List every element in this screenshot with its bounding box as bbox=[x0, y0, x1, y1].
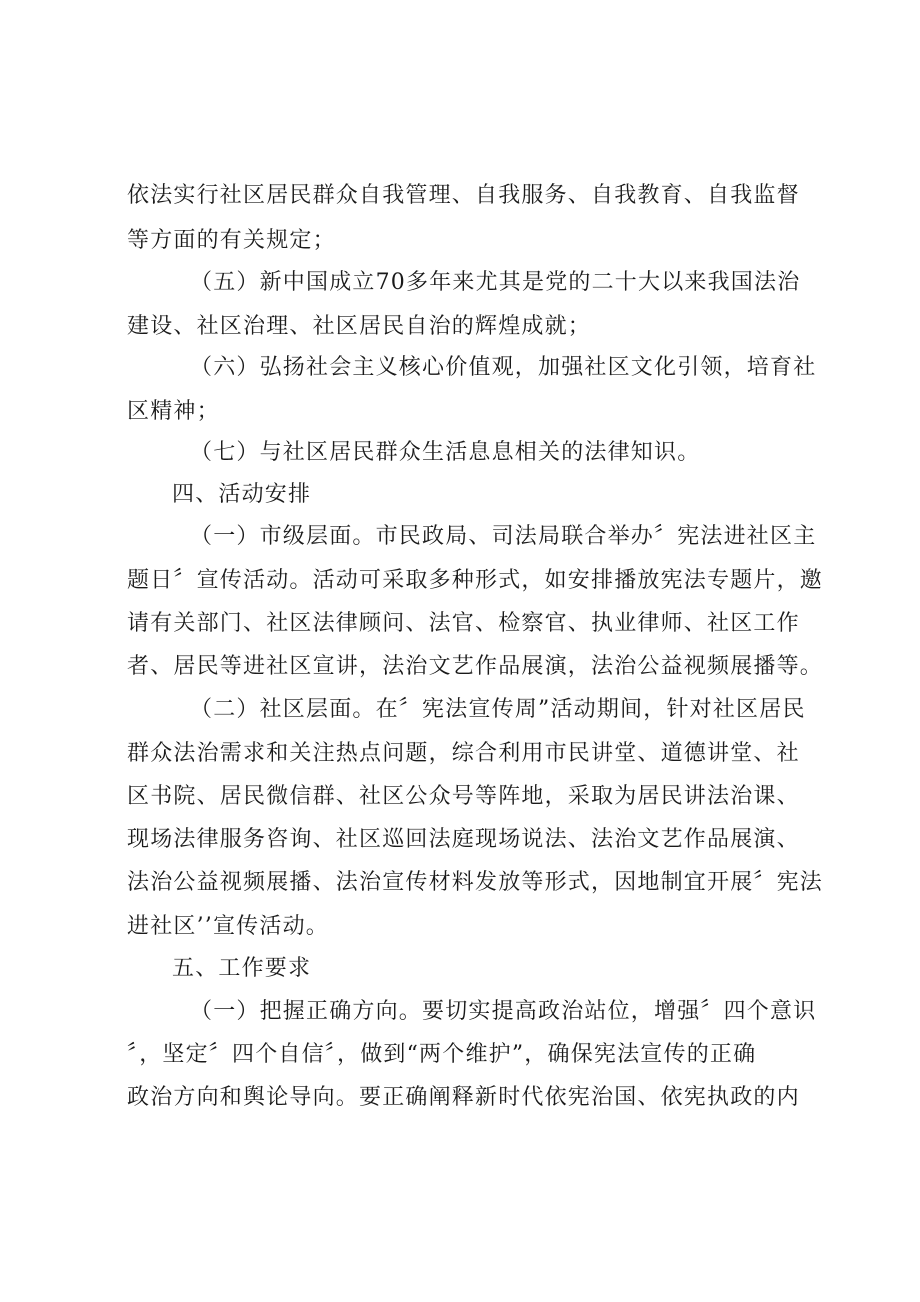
text-line-1: 依法实行社区居民群众自我管理、自我服务、自我教育、自我监督 bbox=[127, 183, 800, 208]
text-line-11: 请有关部门、社区法律顾问、法官、检察官、执业律师、社区工作 bbox=[127, 611, 800, 636]
section-heading-5: 五、工作要求 bbox=[172, 956, 312, 981]
text-line-13: （二）社区层面。在〞宪法宣传周”活动期间，针对社区居民 bbox=[190, 697, 806, 722]
text-line-20: （一）把握正确方向。要切实提高政治站位，增强〞四个意识 bbox=[190, 999, 817, 1024]
text-line-7: （七）与社区居民群众生活息息相关的法律知识。 bbox=[190, 440, 701, 465]
text-line-22: 政治方向和舆论导向。要正确阐释新时代依宪治国、依宪执政的内 bbox=[127, 1085, 800, 1110]
text-line-5: （六）弘扬社会主义核心价值观，加强社区文化引领，培育社 bbox=[190, 355, 817, 380]
text-line-3: （五）新中国成立70多年来尤其是党的二十大以来我国法治 bbox=[190, 270, 801, 295]
text-line-12: 者、居民等进社区宣讲，法治文艺作品展演，法治公益视频展播等。 bbox=[127, 654, 824, 679]
text-line-17: 法治公益视频展播、法治宣传材料发放等形式，因地制宜开展〞宪法 bbox=[127, 870, 824, 895]
text-line-14: 群众法治需求和关注热点问题，综合利用市民讲堂、道德讲堂、社 bbox=[127, 741, 800, 766]
text-line-2: 等方面的有关规定； bbox=[127, 228, 336, 253]
text-line-16: 现场法律服务咨询、社区巡回法庭现场说法、法治文艺作品展演、 bbox=[127, 827, 800, 852]
text-line-9: （一）市级层面。市民政局、司法局联合举办〞宪法进社区主 bbox=[190, 524, 817, 549]
text-line-6: 区精神； bbox=[127, 399, 220, 424]
text-line-10: 题日〞宣传活动。活动可采取多种形式，如安排播放宪法专题片，邀 bbox=[127, 568, 824, 593]
text-line-18: 进社区’’宣传活动。 bbox=[127, 914, 329, 939]
text-line-4: 建设、社区治理、社区居民自治的辉煌成就； bbox=[127, 314, 592, 339]
section-heading-4: 四、活动安排 bbox=[172, 482, 312, 507]
text-line-15: 区书院、居民微信群、社区公众号等阵地，采取为居民讲法治课、 bbox=[127, 784, 800, 809]
text-line-21: 〞，坚定〞四个自信〞，做到“两个维护”，确保宪法宣传的正确 bbox=[127, 1042, 757, 1067]
